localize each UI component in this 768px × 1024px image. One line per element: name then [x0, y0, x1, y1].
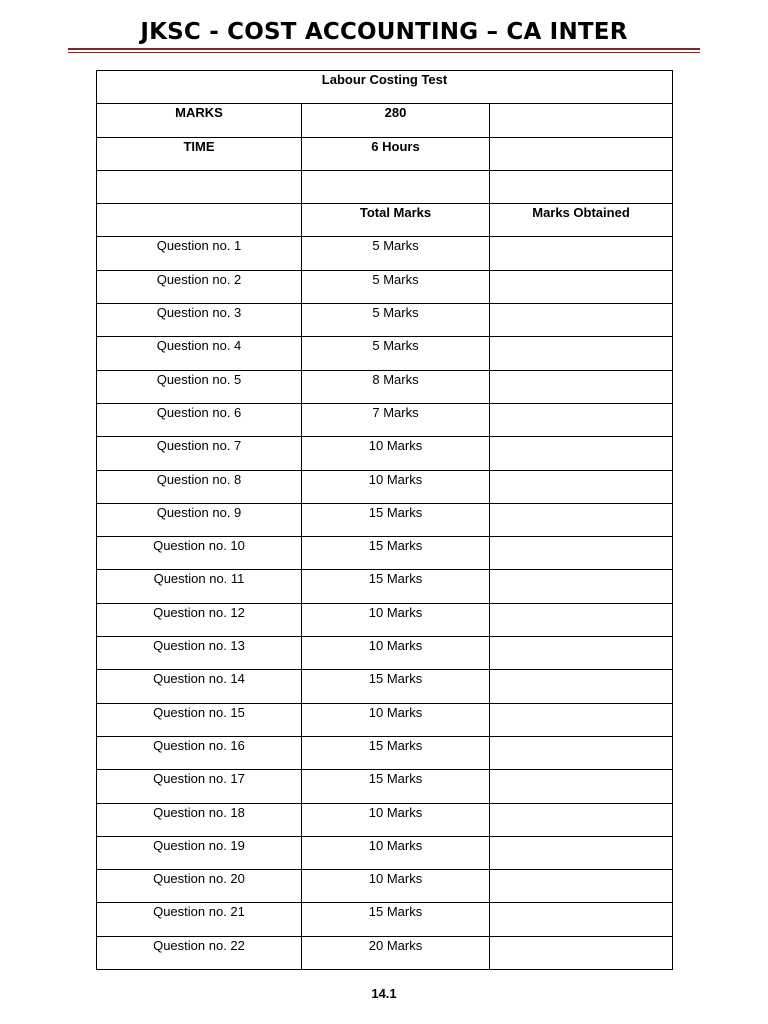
question-label: Question no. 21	[153, 904, 245, 920]
question-marks-obtained-cell	[490, 470, 673, 503]
question-label-cell	[97, 703, 302, 736]
question-marks-obtained-cell	[490, 403, 673, 436]
marks-label: MARKS	[175, 105, 223, 121]
question-label-cell	[97, 370, 302, 403]
question-marks-obtained	[490, 570, 672, 571]
question-total-marks-cell	[302, 537, 490, 570]
question-marks-obtained-cell	[490, 437, 673, 470]
question-label-cell	[97, 836, 302, 869]
question-marks-obtained	[490, 404, 672, 405]
question-marks-obtained-cell	[490, 270, 673, 303]
question-marks-obtained	[490, 304, 672, 305]
question-label: Question no. 17	[153, 771, 245, 787]
question-total-marks: 5 Marks	[372, 305, 419, 321]
question-marks-obtained	[490, 504, 672, 505]
question-marks-obtained	[490, 637, 672, 638]
question-marks-obtained	[490, 471, 672, 472]
question-total-marks: 15 Marks	[368, 571, 423, 587]
time-label-cell	[97, 137, 302, 170]
question-marks-obtained	[490, 704, 672, 705]
question-label-cell	[97, 570, 302, 603]
question-total-marks: 10 Marks	[368, 471, 423, 487]
marks-value-cell	[302, 104, 490, 137]
question-row	[97, 936, 673, 969]
page-header	[68, 17, 700, 47]
question-label-cell	[97, 936, 302, 969]
table-title-row	[97, 71, 673, 104]
question-label: Question no. 14	[153, 671, 245, 687]
question-marks-obtained-cell	[490, 237, 673, 270]
column-header-total-cell	[302, 204, 490, 237]
question-row	[97, 304, 673, 337]
question-total-marks: 5 Marks	[372, 271, 419, 287]
question-marks-obtained-cell	[490, 337, 673, 370]
question-label-cell	[97, 270, 302, 303]
question-marks-obtained-cell	[490, 903, 673, 936]
question-label: Question no. 9	[156, 504, 242, 520]
question-marks-obtained-cell	[490, 936, 673, 969]
question-total-marks: 5 Marks	[372, 238, 419, 254]
question-total-marks: 15 Marks	[368, 538, 423, 554]
question-marks-obtained	[490, 804, 672, 805]
column-header-row	[97, 204, 673, 237]
question-label-cell	[97, 736, 302, 769]
question-label: Question no. 7	[156, 438, 242, 454]
question-label-cell	[97, 470, 302, 503]
question-marks-obtained	[490, 271, 672, 272]
question-total-marks: 15 Marks	[368, 771, 423, 787]
question-total-marks-cell	[302, 903, 490, 936]
question-marks-obtained-cell	[490, 803, 673, 836]
question-marks-obtained-cell	[490, 304, 673, 337]
question-row	[97, 870, 673, 903]
header-rule-thin	[68, 52, 700, 53]
question-marks-obtained-cell	[490, 770, 673, 803]
marks-empty-cell	[490, 104, 673, 137]
question-total-marks: 20 Marks	[368, 937, 423, 953]
question-label: Question no. 18	[153, 804, 245, 820]
question-total-marks-cell	[302, 304, 490, 337]
question-label-cell	[97, 403, 302, 436]
header-rule-thick	[68, 48, 700, 50]
question-marks-obtained	[490, 870, 672, 871]
column-header-obtained-cell	[490, 204, 673, 237]
question-marks-obtained-cell	[490, 670, 673, 703]
question-total-marks-cell	[302, 603, 490, 636]
question-row	[97, 770, 673, 803]
question-row	[97, 237, 673, 270]
question-row	[97, 403, 673, 436]
question-marks-obtained	[490, 237, 672, 238]
question-marks-obtained-cell	[490, 870, 673, 903]
question-total-marks-cell	[302, 437, 490, 470]
question-row	[97, 836, 673, 869]
question-row	[97, 370, 673, 403]
question-total-marks-cell	[302, 736, 490, 769]
question-label: Question no. 10	[153, 538, 245, 554]
question-total-marks-cell	[302, 403, 490, 436]
question-label-cell	[97, 304, 302, 337]
question-total-marks-cell	[302, 570, 490, 603]
question-total-marks-cell	[302, 836, 490, 869]
question-label-cell	[97, 803, 302, 836]
question-total-marks: 15 Marks	[368, 904, 423, 920]
question-marks-obtained-cell	[490, 736, 673, 769]
question-label: Question no. 4	[156, 338, 242, 354]
question-total-marks-cell	[302, 703, 490, 736]
question-marks-obtained	[490, 670, 672, 671]
question-marks-obtained	[490, 770, 672, 771]
question-total-marks-cell	[302, 370, 490, 403]
question-total-marks: 8 Marks	[372, 371, 419, 387]
question-row	[97, 803, 673, 836]
question-total-marks: 10 Marks	[368, 871, 423, 887]
question-row	[97, 570, 673, 603]
question-label: Question no. 22	[153, 937, 245, 953]
page-title: JKSC - COST ACCOUNTING – CA INTER	[140, 19, 628, 45]
question-row	[97, 470, 673, 503]
question-label: Question no. 6	[156, 404, 242, 420]
question-total-marks-cell	[302, 637, 490, 670]
question-row	[97, 670, 673, 703]
question-row	[97, 503, 673, 536]
question-marks-obtained	[490, 337, 672, 338]
question-label-cell	[97, 903, 302, 936]
question-total-marks-cell	[302, 237, 490, 270]
question-marks-obtained-cell	[490, 703, 673, 736]
question-row	[97, 537, 673, 570]
question-label-cell	[97, 870, 302, 903]
question-total-marks-cell	[302, 470, 490, 503]
question-total-marks-cell	[302, 770, 490, 803]
question-label-cell	[97, 503, 302, 536]
column-header-obtained: Marks Obtained	[532, 205, 630, 221]
question-label-cell	[97, 237, 302, 270]
question-total-marks: 10 Marks	[368, 704, 423, 720]
question-marks-obtained	[490, 437, 672, 438]
question-label: Question no. 11	[153, 571, 245, 587]
question-label: Question no. 3	[156, 305, 242, 321]
time-label: TIME	[183, 138, 215, 154]
question-row	[97, 337, 673, 370]
question-row	[97, 903, 673, 936]
header-rule	[68, 48, 700, 54]
question-label-cell	[97, 670, 302, 703]
question-total-marks: 15 Marks	[368, 671, 423, 687]
question-marks-obtained-cell	[490, 503, 673, 536]
question-marks-obtained	[490, 604, 672, 605]
marks-table-body	[97, 71, 673, 970]
question-row	[97, 437, 673, 470]
time-empty-cell	[490, 137, 673, 170]
table-title: Labour Costing Test	[321, 72, 448, 87]
time-row	[97, 137, 673, 170]
question-marks-obtained-cell	[490, 637, 673, 670]
question-label: Question no. 1	[156, 238, 242, 254]
question-label: Question no. 5	[156, 371, 242, 387]
question-label-cell	[97, 770, 302, 803]
question-total-marks: 15 Marks	[368, 737, 423, 753]
question-total-marks: 10 Marks	[368, 804, 423, 820]
question-marks-obtained-cell	[490, 570, 673, 603]
question-total-marks-cell	[302, 936, 490, 969]
question-row	[97, 603, 673, 636]
question-label: Question no. 16	[153, 737, 245, 753]
question-marks-obtained-cell	[490, 603, 673, 636]
question-marks-obtained	[490, 837, 672, 838]
question-total-marks: 5 Marks	[372, 338, 419, 354]
question-marks-obtained	[490, 537, 672, 538]
question-row	[97, 703, 673, 736]
question-label-cell	[97, 337, 302, 370]
question-total-marks-cell	[302, 870, 490, 903]
question-label-cell	[97, 537, 302, 570]
question-row	[97, 736, 673, 769]
blank-cell	[97, 170, 302, 203]
question-label: Question no. 2	[156, 271, 242, 287]
column-header-empty	[97, 204, 302, 237]
question-total-marks-cell	[302, 670, 490, 703]
question-total-marks-cell	[302, 337, 490, 370]
question-total-marks: 10 Marks	[368, 638, 423, 654]
marks-table	[96, 70, 673, 970]
question-total-marks: 15 Marks	[368, 504, 423, 520]
question-total-marks-cell	[302, 503, 490, 536]
question-marks-obtained-cell	[490, 537, 673, 570]
question-marks-obtained	[490, 937, 672, 938]
question-label-cell	[97, 637, 302, 670]
question-label: Question no. 19	[153, 837, 245, 853]
question-label: Question no. 15	[153, 704, 245, 720]
question-marks-obtained-cell	[490, 370, 673, 403]
question-marks-obtained	[490, 737, 672, 738]
question-label: Question no. 8	[156, 471, 242, 487]
time-value-cell	[302, 137, 490, 170]
question-label: Question no. 20	[153, 871, 245, 887]
question-marks-obtained	[490, 371, 672, 372]
question-total-marks-cell	[302, 803, 490, 836]
blank-cell	[302, 170, 490, 203]
question-marks-obtained-cell	[490, 836, 673, 869]
marks-label-cell	[97, 104, 302, 137]
question-label: Question no. 13	[153, 638, 245, 654]
blank-cell	[490, 170, 673, 203]
table-title-cell	[97, 71, 673, 104]
question-row	[97, 270, 673, 303]
question-total-marks-cell	[302, 270, 490, 303]
question-label: Question no. 12	[153, 604, 245, 620]
question-total-marks: 10 Marks	[368, 837, 423, 853]
question-label-cell	[97, 603, 302, 636]
marks-row	[97, 104, 673, 137]
marks-value: 280	[384, 105, 407, 121]
question-row	[97, 637, 673, 670]
time-value: 6 Hours	[371, 138, 420, 154]
question-marks-obtained	[490, 903, 672, 904]
question-label-cell	[97, 437, 302, 470]
question-total-marks: 10 Marks	[368, 438, 423, 454]
question-total-marks: 10 Marks	[368, 604, 423, 620]
page-number: 14.1	[371, 986, 397, 1001]
question-total-marks: 7 Marks	[372, 404, 419, 420]
column-header-total: Total Marks	[359, 205, 432, 221]
blank-row	[97, 170, 673, 203]
